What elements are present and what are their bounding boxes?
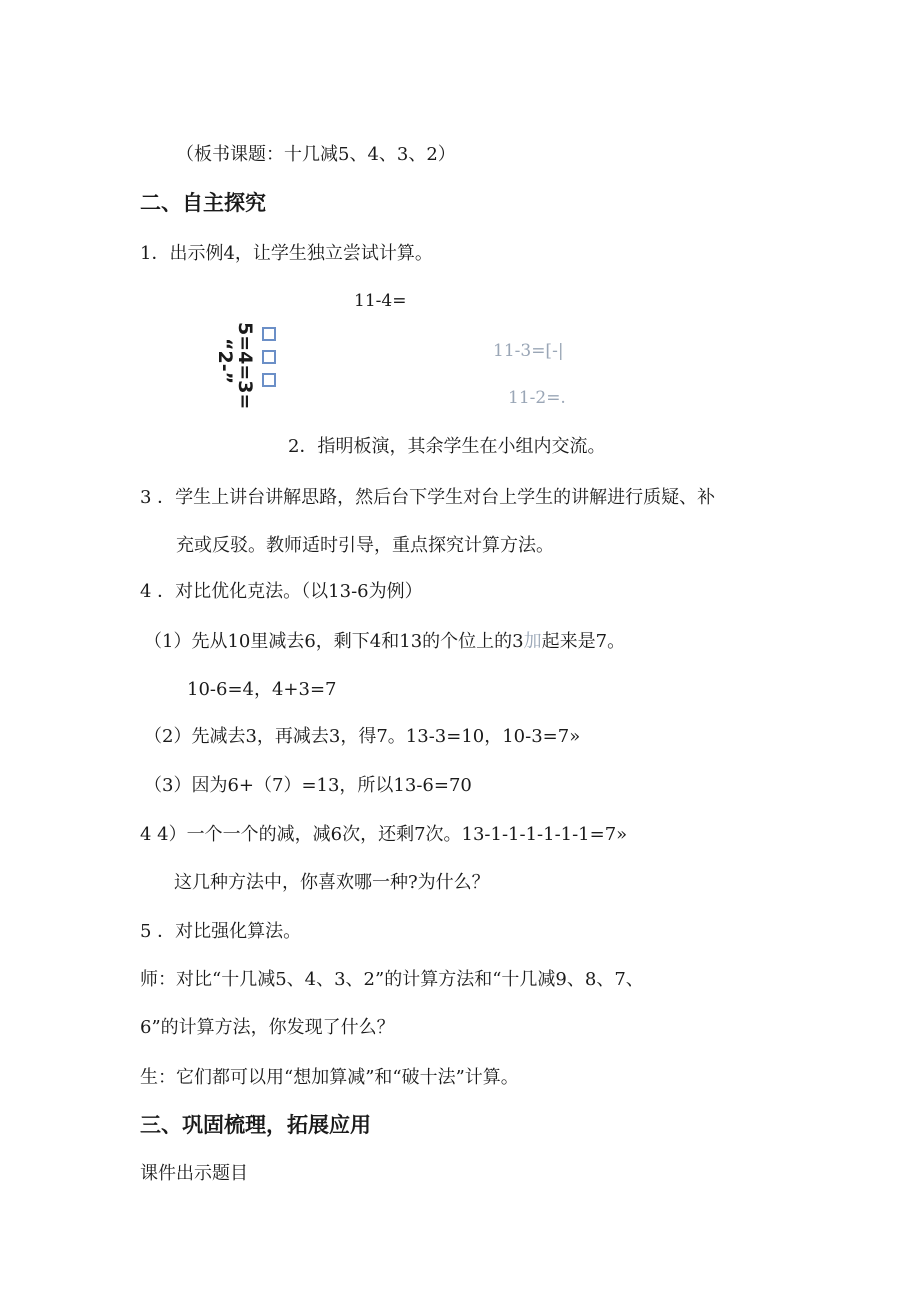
- method-4: 4 4）一个一个的减，减6次，还剩7次。13-1-1-1-1-1-1=7»: [140, 824, 628, 845]
- section-heading-3: 三、巩固梳理，拓展应用: [140, 1113, 371, 1137]
- equation-11-2: 11-2=.: [508, 388, 566, 408]
- method-1: [144, 630, 625, 654]
- method-1-equation: 10-6=4，4+3=7: [187, 679, 337, 700]
- teacher-line-2: 6”的计算方法，你发现了什么？: [140, 1017, 395, 1038]
- board-title: （板书课题：十几减5、4、3、2）: [176, 144, 456, 165]
- method-1-text-b: 起来是7。: [541, 631, 626, 652]
- rotated-quote: “2-”: [214, 338, 236, 385]
- answer-box-3: [262, 373, 276, 387]
- rotated-equations: 5=4=3=: [234, 322, 256, 410]
- answer-box-1: [262, 327, 276, 341]
- courseware-line: 课件出示题目: [140, 1163, 248, 1184]
- equation-11-3: 11-3=[-|: [493, 341, 564, 361]
- method-1-faded-char: 加: [523, 631, 542, 652]
- step-3-line-1: 3 ．学生上讲台讲解思路，然后台下学生对台上学生的讲解进行质疑、补: [140, 487, 716, 508]
- teacher-line-1: 师：对比“十几减5、4、3、2”的计算方法和“十几减9、8、7、: [140, 969, 644, 990]
- equation-11-4: 11-4=: [354, 291, 407, 311]
- step-4: 4 ．对比优化克法。（以13-6为例）: [140, 581, 423, 602]
- method-3: （3）因为6+（7）=13，所以13-6=70: [144, 775, 472, 796]
- step-1: 1．出示例4，让学生独立尝试计算。: [140, 243, 433, 264]
- step-5: 5 ．对比强化算法。: [140, 921, 302, 942]
- student-line: 生：它们都可以用“想加算减”和“破十法”计算。: [140, 1067, 519, 1088]
- answer-box-2: [262, 350, 276, 364]
- step-2: 2．指明板演，其余学生在小组内交流。: [288, 436, 606, 457]
- method-1-text-a: （1）先从10里减去6，剩下4和13的个位上的3: [144, 631, 524, 652]
- section-heading-2: 二、自主探究: [140, 191, 266, 215]
- rotated-equations-figure: [212, 320, 282, 410]
- step-3-line-2: 充或反驳。教师适时引导，重点探究计算方法。: [176, 535, 554, 556]
- discussion-question: 这几种方法中，你喜欢哪一种?为什么？: [174, 872, 490, 893]
- method-2: （2）先减去3，再减去3，得7。13-3=10，10-3=7»: [144, 726, 581, 747]
